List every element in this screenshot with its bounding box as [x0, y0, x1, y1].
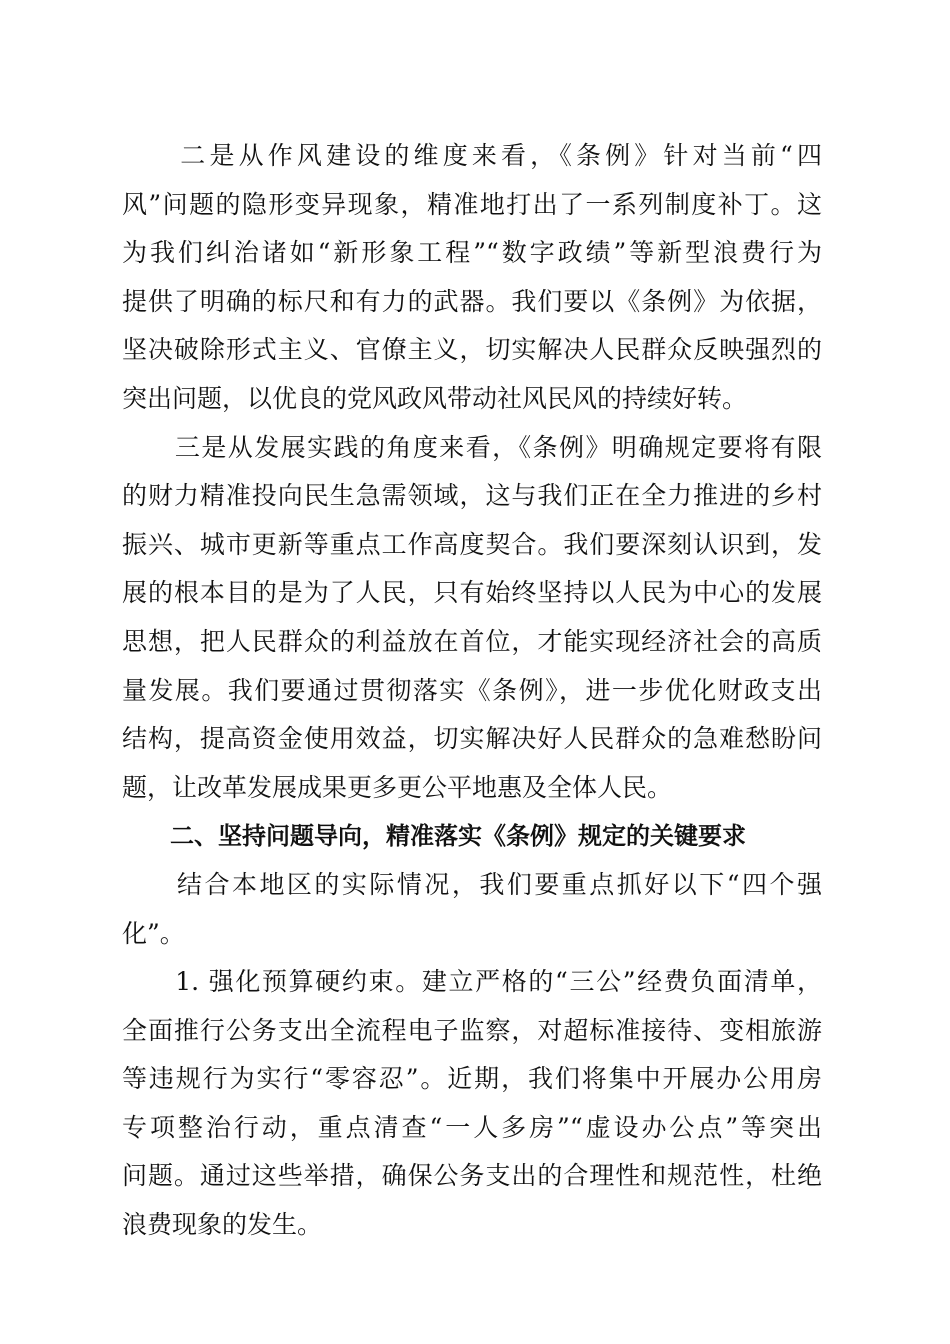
text-line: 等违规行为实行“零容忍”。近期，我们将集中开展办公用房 — [122, 1064, 822, 1094]
text-line: 三是从发展实践的角度来看，《条例》明确规定要将有限 — [122, 432, 822, 462]
text-line: 浪费现象的发生。 — [122, 1210, 323, 1240]
paragraph-work-style — [122, 132, 822, 424]
text-line: 专项整治行动，重点清查“一人多房”“虚设办公点”等突出 — [122, 1112, 822, 1142]
text-line: 突出问题，以优良的党风政风带动社风民风的持续好转。 — [122, 383, 748, 413]
paragraph-development-practice — [122, 424, 822, 813]
text-line: 思想，把人民群众的利益放在首位，才能实现经济社会的高质 — [122, 626, 822, 656]
text-line: 为我们纠治诸如“新形象工程”“数字政绩”等新型浪费行为 — [122, 238, 822, 268]
text-line: 量发展。我们要通过贯彻落实《条例》，进一步优化财政支出 — [122, 675, 822, 705]
text-line: 结构，提高资金使用效益，切实解决好人民群众的急难愁盼问 — [122, 724, 822, 754]
text-line: 的财力精准投向民生急需领域，这与我们正在全力推进的乡村 — [122, 481, 822, 511]
section-heading: 二、坚持问题导向，精准落实《条例》规定的关键要求 — [122, 822, 746, 851]
text-line: 风”问题的隐形变异现象，精准地打出了一系列制度补丁。这 — [122, 189, 822, 219]
text-line: 结合本地区的实际情况，我们要重点抓好以下“四个强 — [122, 869, 822, 899]
text-line: 振兴、城市更新等重点工作高度契合。我们要深刻认识到，发 — [122, 529, 822, 559]
paragraph-budget-constraint — [122, 958, 822, 1250]
text-line: 化”。 — [122, 918, 185, 948]
text-line: 展的根本目的是为了人民，只有始终坚持以人民为中心的发展 — [122, 578, 822, 608]
text-line: 坚决破除形式主义、官僚主义，切实解决人民群众反映强烈的 — [122, 335, 822, 365]
text-line: 问题。通过这些举措，确保公务支出的合理性和规范性，杜绝 — [122, 1161, 822, 1191]
document-body — [122, 132, 822, 1250]
text-line: 题，让改革发展成果更多更公平地惠及全体人民。 — [122, 772, 673, 802]
text-line: 提供了明确的标尺和有力的武器。我们要以《条例》为依据， — [122, 286, 822, 316]
paragraph-four-strengthens — [122, 861, 822, 958]
text-line: 二是从作风建设的维度来看，《条例》针对当前“四 — [122, 141, 822, 170]
text-line: 全面推行公务支出全流程电子监察，对超标准接待、变相旅游 — [122, 1015, 822, 1045]
text-line: 1. 强化预算硬约束。建立严格的“三公”经费负面清单， — [122, 967, 822, 997]
